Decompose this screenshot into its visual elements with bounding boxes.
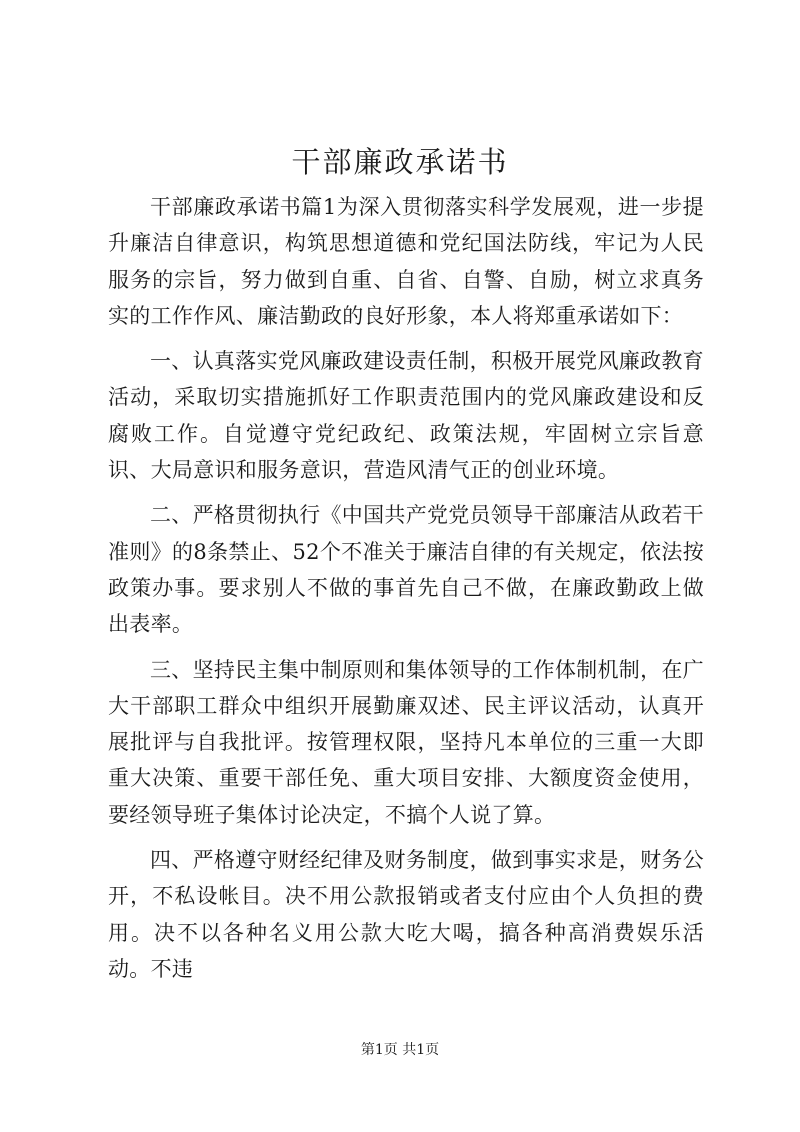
paragraph-3: 三、坚持民主集中制原则和集体领导的工作体制机制，在广大干部职工群众中组织开展勤廉双述、民主评议活动，认真开展批评与自我批评。按管理权限，坚持凡本单位的三重一大即重大决策、重要干部任免、重大项目安排、大额度资金使用，要经领导班子集体讨论决定，不搞个人说了算。 (108, 657, 704, 827)
page-footer: 第1页 共1页 (360, 1042, 440, 1058)
paragraph-2: 二、严格贯彻执行《中国共产党党员领导干部廉洁从政若干准则》的8条禁止、52个不准关于廉洁自律的有关规定，依法按政策办事。要求别人不做的事首先自己不做，在廉政勤政上做出表率。 (108, 503, 704, 637)
paragraph-intro: 干部廉政承诺书篇1为深入贯彻落实科学发展观，进一步提升廉洁自律意识，构筑思想道德和党纪国法防线，牢记为人民服务的宗旨，努力做到自重、自省、自警、自励，树立求真务实的工作作风、廉洁勤政的良好形象，本人将郑重承诺如下： (108, 195, 704, 328)
paragraph-4: 四、严格遵守财经纪律及财务制度，做到事实求是，财务公开，不私设帐目。决不用公款报销或者支付应由个人负担的费用。决不以各种名义用公款大吃大喝，搞各种高消费娱乐活动。不违 (108, 848, 704, 981)
paragraph-1: 一、认真落实党风廉政建设责任制，积极开展党风廉政教育活动，采取切实措施抓好工作职责范围内的党风廉政建设和反腐败工作。自觉遵守党纪政纪、政策法规，牢固树立宗旨意识、大局意识和服务意识，营造风清气正的创业环境。 (108, 349, 704, 483)
page-title: 干部廉政承诺书 (291, 145, 509, 179)
document-body (108, 189, 704, 996)
